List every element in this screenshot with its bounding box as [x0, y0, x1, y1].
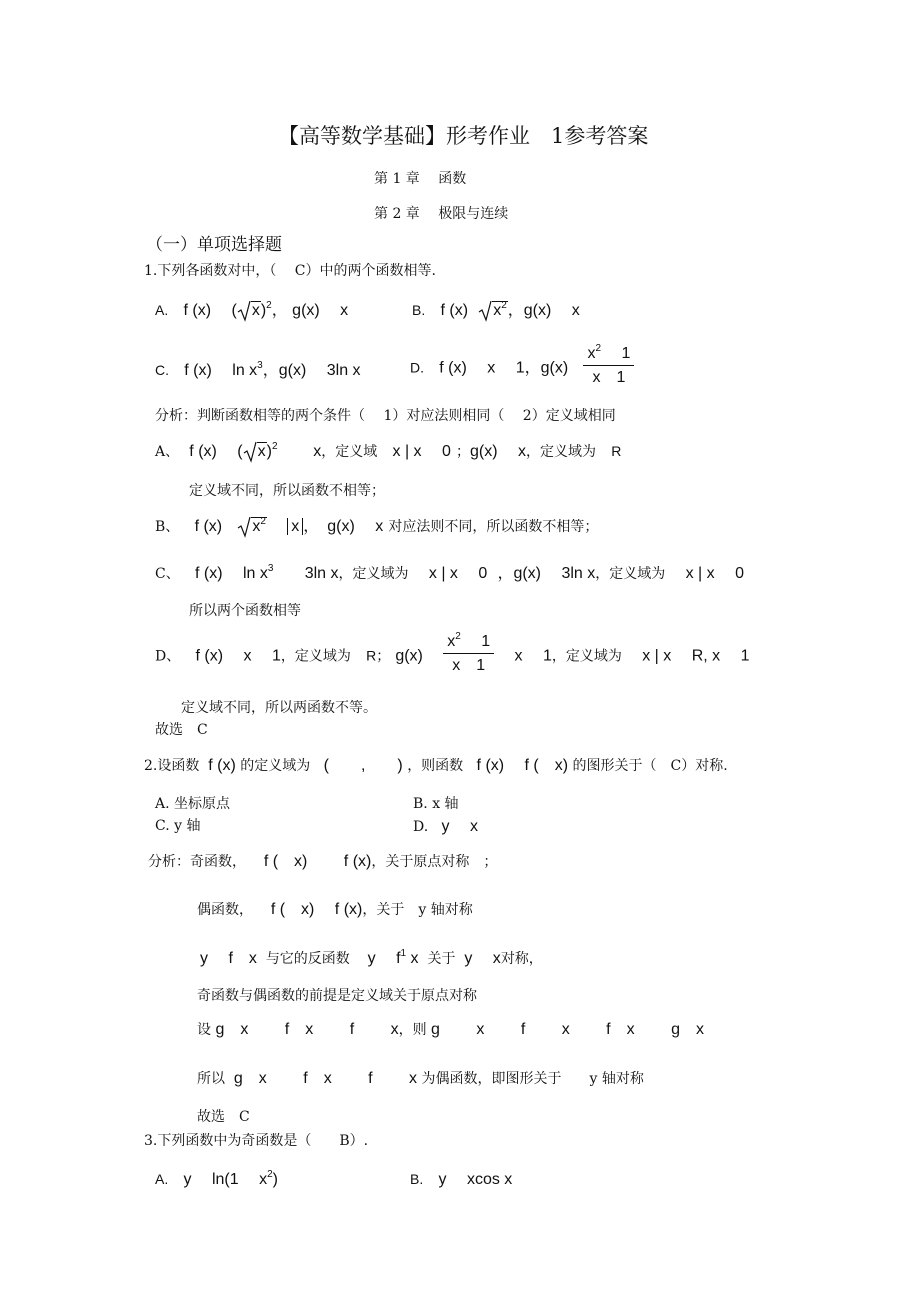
chapter-2-heading: 第 2 章 极限与连续 — [374, 206, 509, 222]
q1-analysis-b: B、 f (x) $x^2$ x ， g(x) x 对应法则不同，所以函数不相等； — [155, 516, 599, 535]
q2-analysis-conclusion: 所以 g x f x f x 为偶函数，即图形关于 y 轴对称 — [197, 1070, 644, 1087]
q3-option-a: A. y ln(1 $x^2$) — [155, 1169, 278, 1188]
q2-answer: 故选 C — [197, 1109, 250, 1125]
q2-analysis-even: 偶函数， f ( x) f (x)，关于 y 轴对称 — [197, 901, 473, 918]
q1-analysis-c: C、 f (x) $\ln x^3$ 3ln x，定义域为 x | x 0 ，g(x) 3ln x，定义域为 x | x 0 — [155, 563, 745, 582]
q1-answer: 故选 C — [155, 722, 208, 738]
question-1-stem: 1.下列各函数对中，（ C）中的两个函数相等. — [144, 263, 436, 279]
sqrt-symbol: x — [237, 303, 261, 319]
fraction: $\frac{x^2 1}{x 1}$ — [583, 346, 634, 386]
q2-option-c: C. y 轴 — [155, 818, 201, 834]
sqrt-symbol: x — [243, 444, 267, 460]
q2-analysis-define-g: 设 g x f x f x，则 g x f x f x g x — [197, 1021, 704, 1038]
q1-option-c: C. f (x) $\ln x^3$，g(x) 3ln x — [155, 360, 361, 379]
sqrt-symbol: $x^2$ — [237, 519, 267, 535]
q2-option-d: D. y x — [413, 818, 478, 835]
sqrt-symbol: $x^2$ — [478, 303, 508, 319]
q1-option-a: A. f (x) ( x)$^2$， g(x) x — [155, 300, 349, 319]
q2-analysis-premise: 奇函数与偶函数的前提是定义域关于原点对称 — [197, 988, 477, 1004]
q2-option-a: A. 坐标原点 — [155, 796, 231, 812]
fraction: $\frac{x^2 1}{x 1}$ — [443, 634, 494, 674]
q2-analysis-odd: 分析：奇函数， f ( x) f (x)，关于原点对称 ； — [148, 853, 498, 870]
question-2-stem: 2.设函数 f (x) 的定义域为 ( , ) ，则函数 f (x) f ( x) 的图形关于（ C）对称. — [144, 757, 728, 774]
q1-option-d: D. f (x) x 1，g(x) $\frac{x^2 1}{x 1}$ — [410, 348, 634, 388]
q1-analysis-a: A、 f (x) ( x)$^2$ x，定义域 x | x 0 ；g(x) x，定义域为 R — [155, 441, 622, 460]
chapter-1-heading: 第 1 章 函数 — [374, 171, 467, 187]
section-heading: （一）单项选择题 — [146, 235, 282, 255]
q1-option-b: B. f (x) $x^2$，g(x) x — [412, 300, 580, 319]
q1-analysis-a-note: 定义域不同，所以函数不相等； — [189, 483, 385, 499]
page-title: 【高等数学基础】形考作业 1参考答案 — [278, 124, 649, 148]
q2-option-b: B. x 轴 — [413, 796, 459, 812]
question-3-stem: 3.下列函数中为奇函数是（ B）. — [144, 1133, 369, 1149]
q1-analysis-d: D、 f (x) x 1，定义域为 R； g(x) $\frac{x^2 1}{x 1}$ x 1，定义域为 x | x R, x 1 — [155, 631, 750, 674]
q1-analysis-d-note: 定义域不同，所以两函数不等。 — [181, 700, 377, 716]
q3-option-b: B. y xcos x — [410, 1171, 513, 1188]
q2-analysis-inverse: y f x 与它的反函数 y $f^1$ x 关于 y x对称， — [200, 948, 543, 967]
q1-analysis-intro: 分析：判断函数相等的两个条件（ 1）对应法则相同（ 2）定义域相同 — [155, 408, 616, 424]
q1-analysis-c-note: 所以两个函数相等 — [189, 603, 301, 619]
